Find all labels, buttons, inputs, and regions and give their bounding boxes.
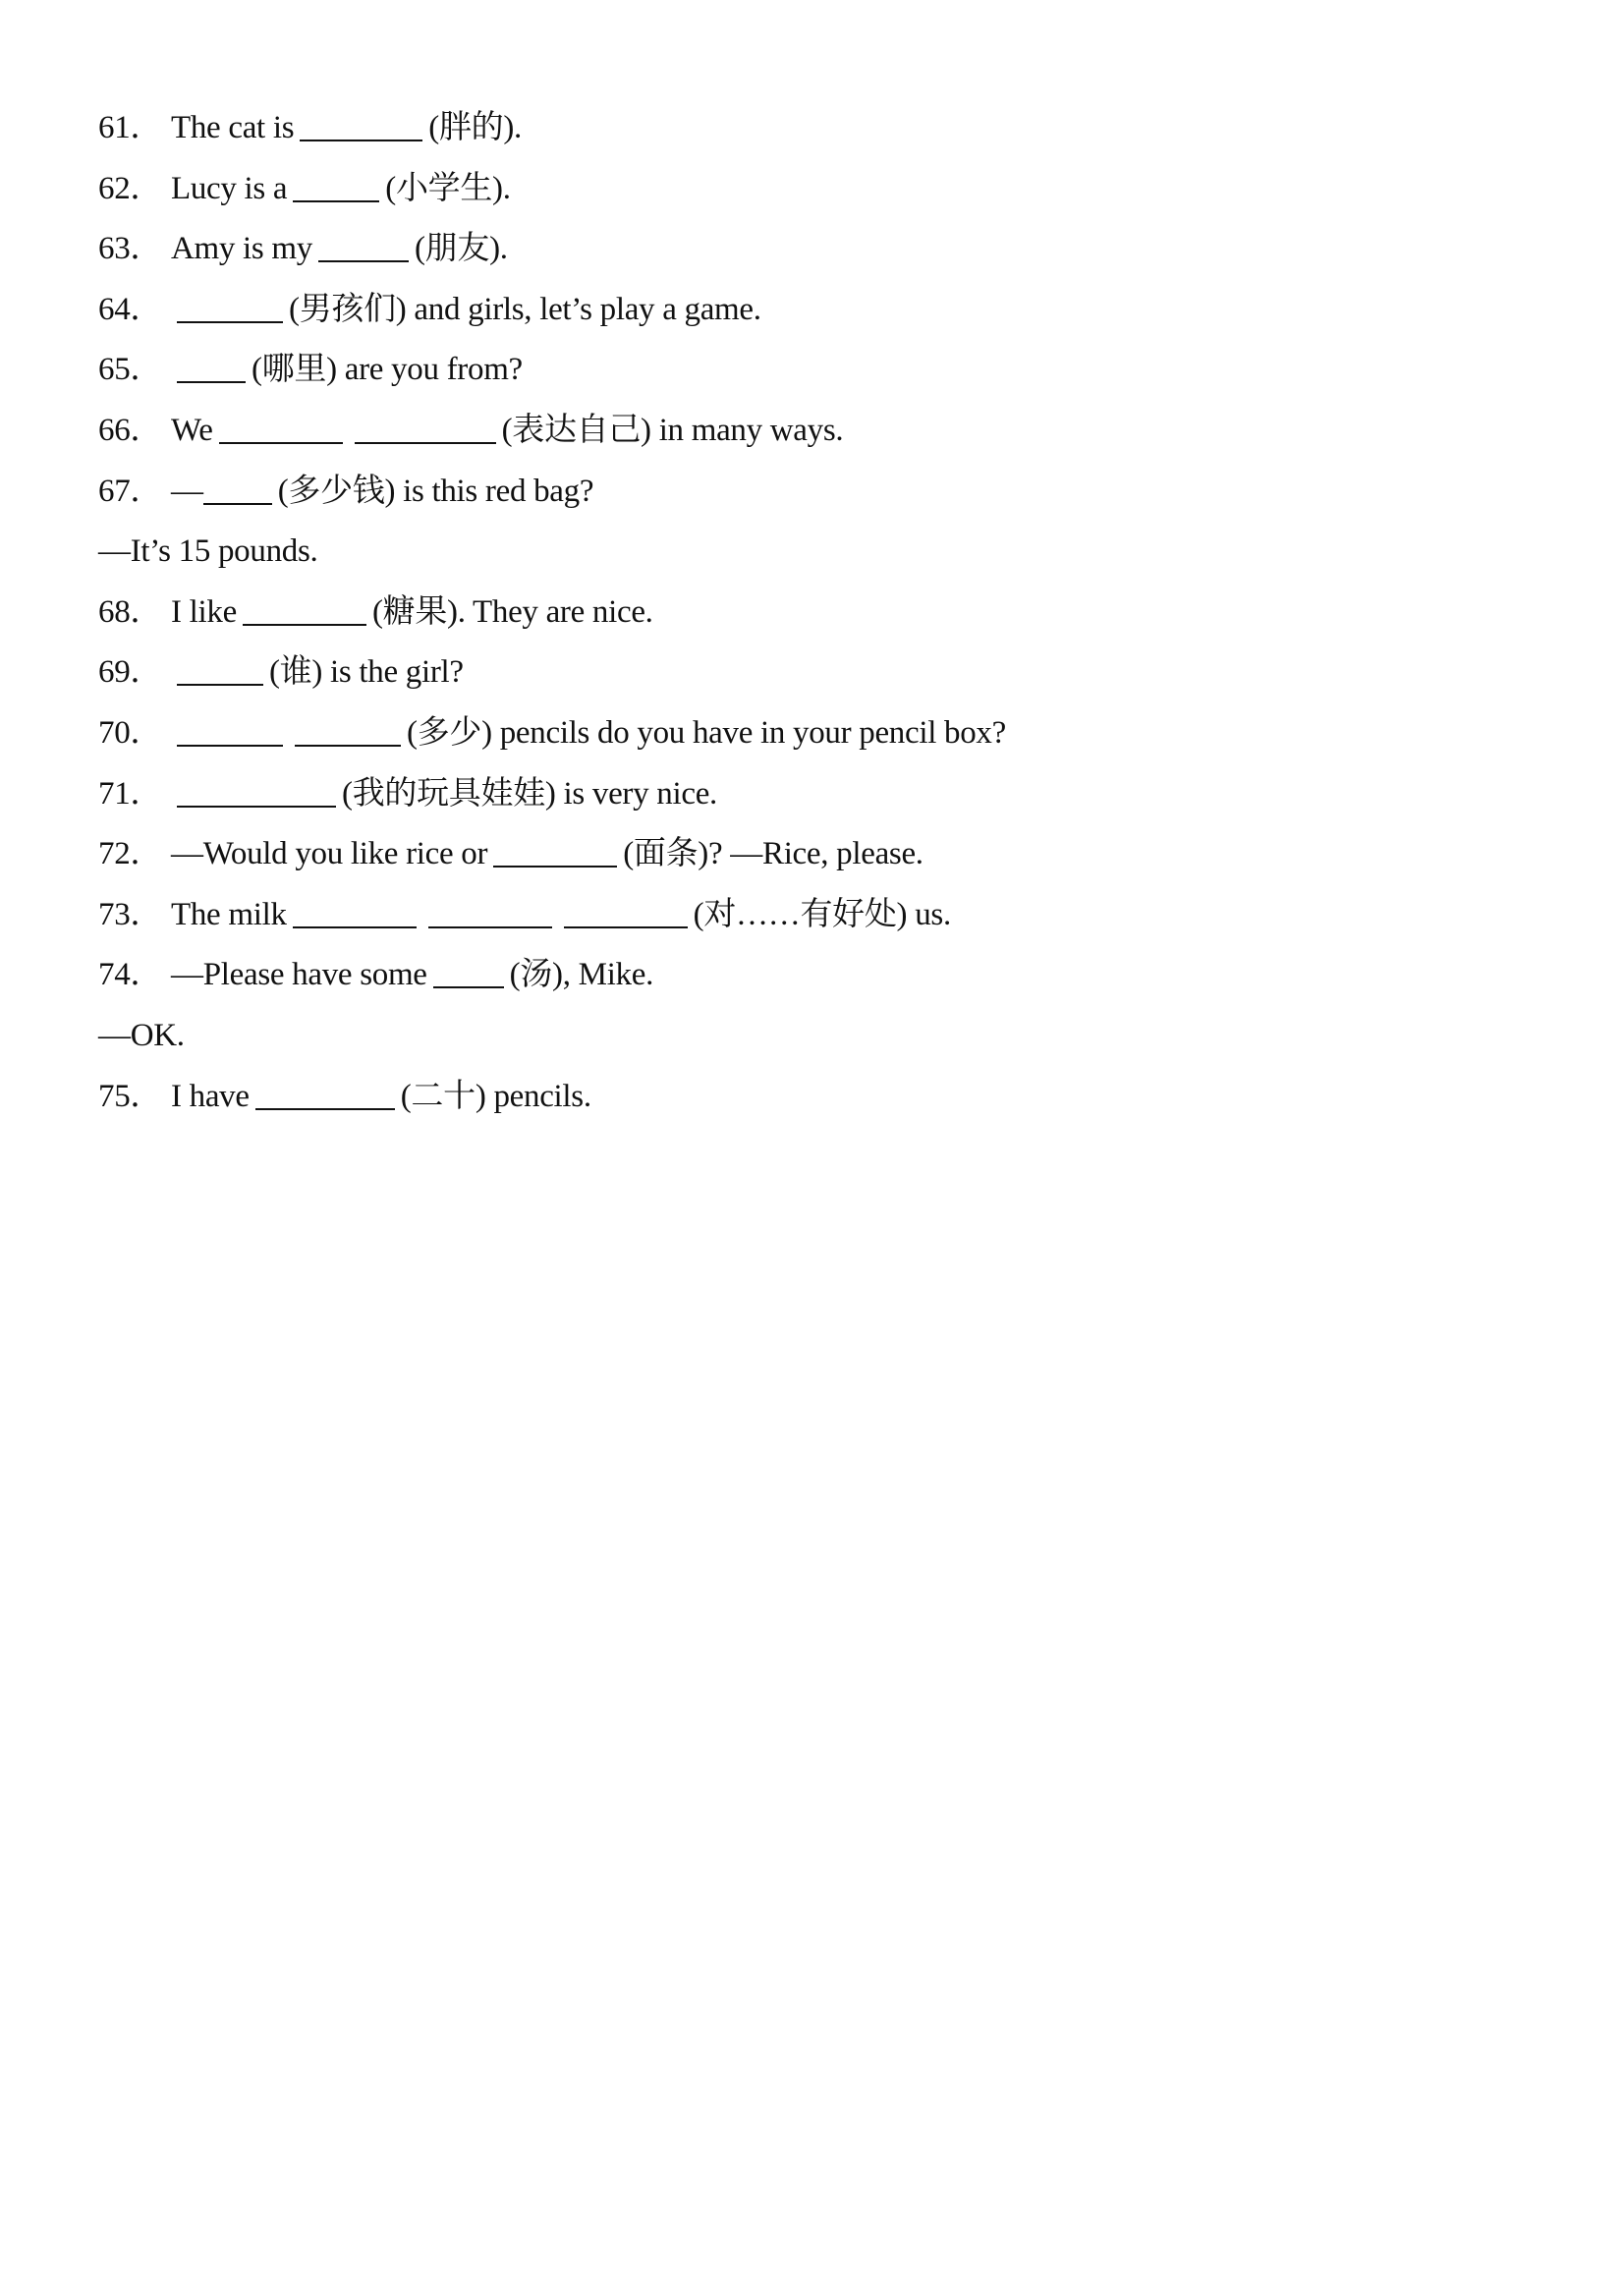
question-text: (表达自己) in many ways. [501, 412, 844, 448]
answer-line [98, 1014, 1552, 1075]
question-line [98, 348, 1552, 409]
answer-blank[interactable] [177, 772, 336, 808]
question-line [98, 590, 1552, 651]
question-number: 71． [98, 775, 163, 812]
question-text: (对……有好处) us. [693, 896, 951, 932]
question-text: (哪里) are you from? [252, 352, 523, 388]
answer-blank[interactable] [243, 590, 366, 626]
answer-blank[interactable] [428, 893, 552, 928]
question-line [98, 106, 1552, 167]
question-text: Lucy is a [171, 170, 288, 206]
question-line [98, 227, 1552, 288]
answer-blank[interactable] [493, 832, 617, 868]
question-number: 63． [98, 231, 163, 267]
answer-blank[interactable] [203, 470, 272, 505]
question-text: (面条)? —Rice, please. [623, 836, 923, 872]
question-number: 66． [98, 412, 163, 448]
answer-blank[interactable] [355, 409, 496, 444]
answer-blank[interactable] [293, 893, 417, 928]
answer-blank[interactable] [295, 711, 401, 747]
question-line [98, 167, 1552, 228]
question-line [98, 650, 1552, 711]
question-line [98, 470, 1552, 531]
answer-blank[interactable] [177, 650, 263, 686]
answer-blank[interactable] [177, 348, 246, 383]
question-line [98, 1075, 1552, 1136]
answer-blank[interactable] [177, 288, 283, 323]
question-text: —Please have some [171, 957, 427, 993]
question-number: 64． [98, 291, 163, 327]
question-text: (糖果). They are nice. [371, 593, 653, 630]
question-number: 68． [98, 593, 163, 630]
question-number: 70． [98, 714, 163, 751]
question-text: —Would you like rice or [171, 836, 488, 872]
answer-blank[interactable] [318, 227, 409, 262]
question-text: (多少) pencils do you have in your pencil box? [407, 714, 1006, 751]
question-number: 69． [98, 654, 163, 691]
question-text: We [171, 412, 213, 448]
answer-blank[interactable] [293, 167, 379, 202]
question-line [98, 711, 1552, 772]
question-number: 61． [98, 110, 163, 145]
question-text: (我的玩具娃娃) is very nice. [342, 775, 717, 812]
answer-blank[interactable] [177, 711, 283, 747]
question-text: (小学生). [385, 170, 511, 206]
question-text: —OK. [98, 1017, 185, 1053]
question-number: 72． [98, 836, 163, 872]
question-text: (男孩们) and girls, let’s play a game. [289, 291, 761, 327]
question-number: 74． [98, 957, 163, 993]
question-list [98, 106, 1552, 1135]
question-line [98, 832, 1552, 893]
question-number: 62． [98, 170, 163, 206]
question-text: (汤), Mike. [509, 957, 654, 993]
question-number: 65． [98, 352, 163, 388]
question-text: (胖的). [428, 110, 523, 145]
question-number: 67． [98, 473, 163, 509]
answer-line [98, 530, 1552, 590]
question-text: I like [171, 593, 237, 630]
question-line [98, 893, 1552, 954]
question-text: I have [171, 1078, 250, 1114]
question-number: 75． [98, 1078, 163, 1114]
question-text: —It’s 15 pounds. [98, 533, 318, 570]
answer-blank[interactable] [255, 1075, 395, 1110]
question-text: Amy is my [171, 231, 312, 267]
question-line [98, 772, 1552, 833]
question-text: The cat is [171, 110, 295, 145]
answer-blank[interactable] [433, 953, 504, 988]
answer-blank[interactable] [564, 893, 688, 928]
question-number: 73． [98, 896, 163, 932]
question-text: (谁) is the girl? [269, 654, 464, 691]
question-text: (多少钱) is this red bag? [277, 473, 594, 509]
question-line [98, 953, 1552, 1014]
question-line [98, 288, 1552, 349]
answer-blank[interactable] [219, 409, 343, 444]
question-text: The milk [171, 896, 287, 932]
question-text: (二十) pencils. [400, 1078, 591, 1114]
question-line [98, 409, 1552, 470]
question-text: — [171, 473, 203, 509]
question-text: (朋友). [414, 231, 508, 267]
answer-blank[interactable] [300, 106, 422, 141]
